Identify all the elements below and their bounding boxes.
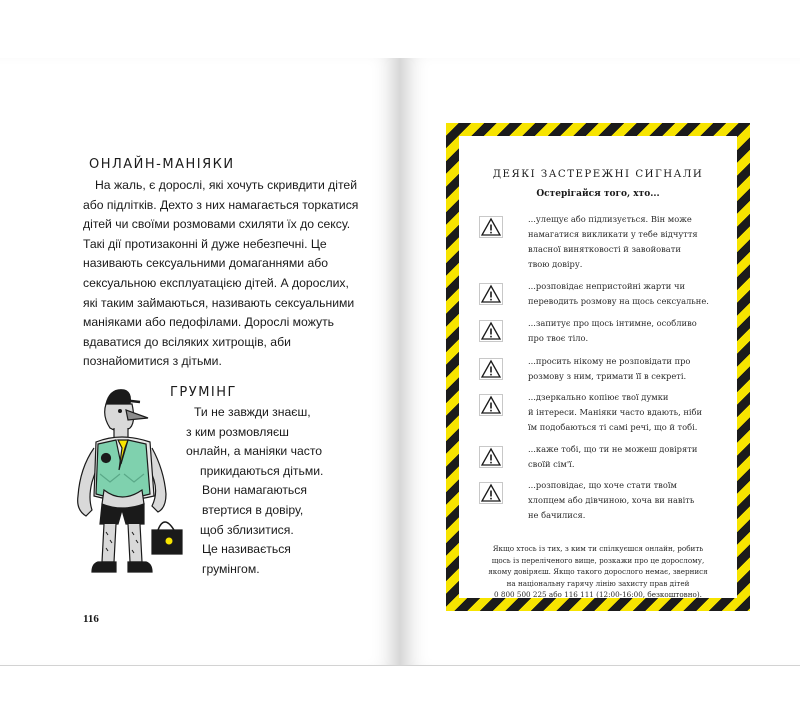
paragraph-line: прикидаються дітьми. bbox=[200, 463, 324, 478]
warning-item-text bbox=[528, 212, 698, 272]
warning-text-line: й інтереси. Маніяки часто вдають, ніби bbox=[528, 407, 703, 417]
warning-item-text bbox=[528, 279, 709, 309]
warning-triangle-icon bbox=[479, 482, 503, 504]
paragraph-line: сексуальною експлуатацією дітей. А дорослих, bbox=[83, 275, 349, 290]
warning-text-line: своїй сім'ї. bbox=[528, 459, 575, 469]
hazard-stripe-frame bbox=[446, 123, 750, 611]
warning-text-line: ...каже тобі, що ти не можеш довіряти bbox=[528, 444, 698, 454]
warning-text-line: намагатися викликати у тебе відчуття bbox=[528, 229, 698, 239]
paragraph-line: Це називається bbox=[202, 542, 291, 557]
paragraph-line: дітей чи своїми розмовами схиляти їх до сексу. bbox=[83, 217, 351, 232]
grooming-title: ГРУМІНГ bbox=[170, 385, 237, 400]
bottom-edge-line bbox=[0, 665, 800, 666]
warning-text-line: ...розповідає непристойні жарти чи bbox=[528, 281, 685, 291]
footer-line: на національну гарячу лінію захисту прав дітей bbox=[506, 578, 690, 588]
warning-text-line: ...запитує про щось інтимне, особливо bbox=[528, 318, 697, 328]
warning-box-title: ДЕЯКІ ЗАСТЕРЕЖНІ СИГНАЛИ bbox=[492, 169, 704, 180]
warning-text-line: ...просить нікому не розповідати про bbox=[528, 356, 691, 366]
warning-item-text bbox=[528, 478, 694, 523]
warning-text-line: їм подобаються ті самі речі, що й тобі. bbox=[528, 422, 698, 432]
warning-text-line: переводить розмову на щось сексуальне. bbox=[528, 296, 709, 306]
paragraph-line: або підлітків. Дехто з них намагається торкатися bbox=[83, 197, 359, 212]
left-page bbox=[0, 58, 400, 666]
book-spread bbox=[0, 58, 800, 666]
footer-line: якому довіряєш. Якщо такого дорослого немає, звернися bbox=[488, 567, 708, 577]
paragraph-line: познайомитися з дітьми. bbox=[83, 354, 222, 369]
paragraph-line: щоб зблизитися. bbox=[200, 522, 294, 537]
paragraph-line: Вони намагаються bbox=[202, 483, 307, 498]
grooming-paragraph bbox=[186, 403, 323, 579]
warning-text-line: не бачилися. bbox=[528, 510, 586, 520]
paragraph-line: які таким займаються, називають сексуальними bbox=[83, 295, 355, 310]
warning-text-line: твою довіру. bbox=[528, 259, 583, 269]
maniac-illustration bbox=[66, 378, 191, 583]
paragraph-line: втертися в довіру, bbox=[202, 502, 304, 517]
warning-triangle-icon bbox=[479, 283, 503, 305]
paragraph-line: онлайн, а маніяки часто bbox=[186, 444, 323, 459]
warning-item-text bbox=[528, 316, 697, 346]
paragraph-line: Такі дії протизаконні й дуже небезпечні. Це bbox=[83, 236, 327, 251]
paragraph-line: маніяками або педофілами. Дорослі можуть bbox=[83, 315, 335, 330]
warning-box-footer bbox=[459, 543, 737, 601]
warning-item-text bbox=[528, 390, 702, 435]
warning-text-line: розмову з ним, тримати її в секреті. bbox=[528, 371, 687, 381]
paragraph-line: Ти не завжди знаєш, bbox=[194, 405, 311, 419]
warning-triangle-icon bbox=[479, 446, 503, 468]
warning-box bbox=[459, 136, 737, 598]
online-maniacs-paragraph bbox=[83, 176, 358, 372]
paragraph-line: На жаль, є дорослі, які хочуть скривдити дітей bbox=[95, 178, 358, 192]
warning-item-text bbox=[528, 354, 690, 384]
paragraph-line: з ким розмовляєш bbox=[186, 424, 289, 439]
warning-text-line: про твоє тіло. bbox=[528, 333, 589, 343]
warning-text-line: власної винятковості й завойовати bbox=[528, 244, 681, 254]
warning-text-line: хлопцем або дівчиною, хоча ви навіть bbox=[528, 495, 695, 505]
warning-triangle-icon bbox=[479, 394, 503, 416]
footer-line: Якщо хтось із тих, з ким ти спілкуєшся онлайн, робить bbox=[492, 544, 704, 553]
paragraph-line: вдаватися до всіляких хитрощів, аби bbox=[83, 334, 291, 349]
warning-text-line: ...дзеркально копіює твої думки bbox=[528, 392, 669, 402]
warning-item-text bbox=[528, 442, 697, 472]
warning-triangle-icon bbox=[479, 358, 503, 380]
warning-text-line: ...розповідає, що хоче стати твоїм bbox=[528, 480, 677, 490]
warning-box-subtitle: Остерігайся того, хто... bbox=[536, 189, 660, 199]
footer-line: щось із переліченого вище, розкажи про це дорослому, bbox=[491, 555, 705, 565]
paragraph-line: називають сексуальними домаганнями або bbox=[83, 256, 328, 271]
warning-text-line: ...улещує або підлизується. Він може bbox=[528, 214, 692, 224]
warning-triangle-icon bbox=[479, 216, 503, 238]
footer-line: 0 800 500 225 або 116 111 (12:00-16:00, безкоштовно). bbox=[494, 590, 702, 600]
paragraph-line: грумінгом. bbox=[202, 561, 260, 576]
page-number: 116 bbox=[83, 613, 99, 625]
online-maniacs-title: ОНЛАЙН-МАНІЯКИ bbox=[89, 157, 235, 172]
warning-triangle-icon bbox=[479, 320, 503, 342]
